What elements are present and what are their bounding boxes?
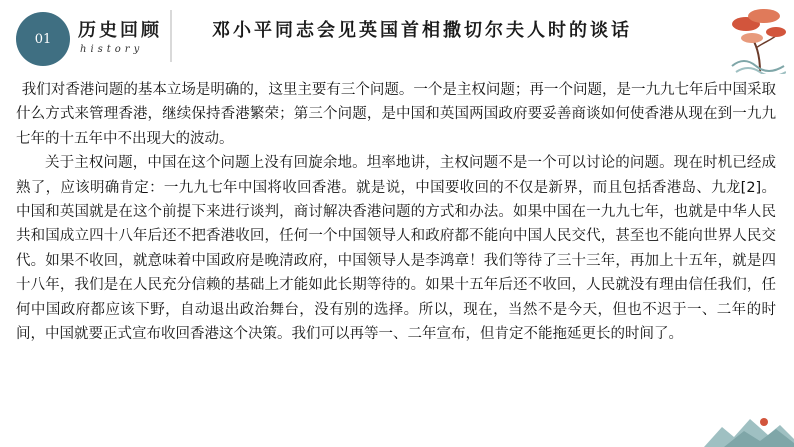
section-title: 历史回顾 xyxy=(78,20,162,41)
header-divider xyxy=(170,10,172,62)
article-body xyxy=(16,78,776,346)
section-subtitle: history xyxy=(80,44,144,55)
decorative-tree-icon xyxy=(730,4,786,74)
section-number-badge xyxy=(16,12,70,66)
page-title: 邓小平同志会见英国首相撒切尔夫人时的谈话 xyxy=(212,20,632,41)
paragraph: 我们对香港问题的基本立场是明确的，这里主要有三个问题。一个是主权问题；再一个问题，是一九九七年后中国采取什么方式来管理香港，继续保持香港繁荣；第三个问题，是中国和英国两国政府要妥善商谈如何使香港从现在到一九九七年的十五年中不出现大的波动。 xyxy=(16,82,776,147)
section-number: 01 xyxy=(34,31,52,47)
decorative-mountain-icon xyxy=(704,413,794,447)
paragraph: 关于主权问题，中国在这个问题上没有回旋余地。坦率地讲，主权问题不是一个可以讨论的问题。现在时机已经成熟了，应该明确肯定：一九九七年中国将收回香港。就是说，中国要收回的不仅是新界，而且包括香港岛、九龙[2]。中国和英国就是在这个前提下来进行谈判，商讨解决香港问题的方式和办法。如果中国在一九九七年，也就是中华人民共和国成立四十八年后还不把香港收回，任何一个中国领导人和政府都不能向中国人民交代，甚至也不能向世界人民交代。如果不收回，就意味着中国政府是晚清政府，中国领导人是李鸿章！我们等待了三十三年，再加上十五年，就是四十八年，我们是在人民充分信赖的基础上才能如此长期等待的。如果十五年后还不收回，人民就没有理由信任我们，任何中国政府都应该下野，自动退出政治舞台，没有别的选择。所以，现在，当然不是今天，但也不迟于一、二年的时间，中国就要正式宣布收回香港这个决策。我们可以再等一、二年宣布，但肯定不能拖延更长的时间了。 xyxy=(16,155,776,343)
